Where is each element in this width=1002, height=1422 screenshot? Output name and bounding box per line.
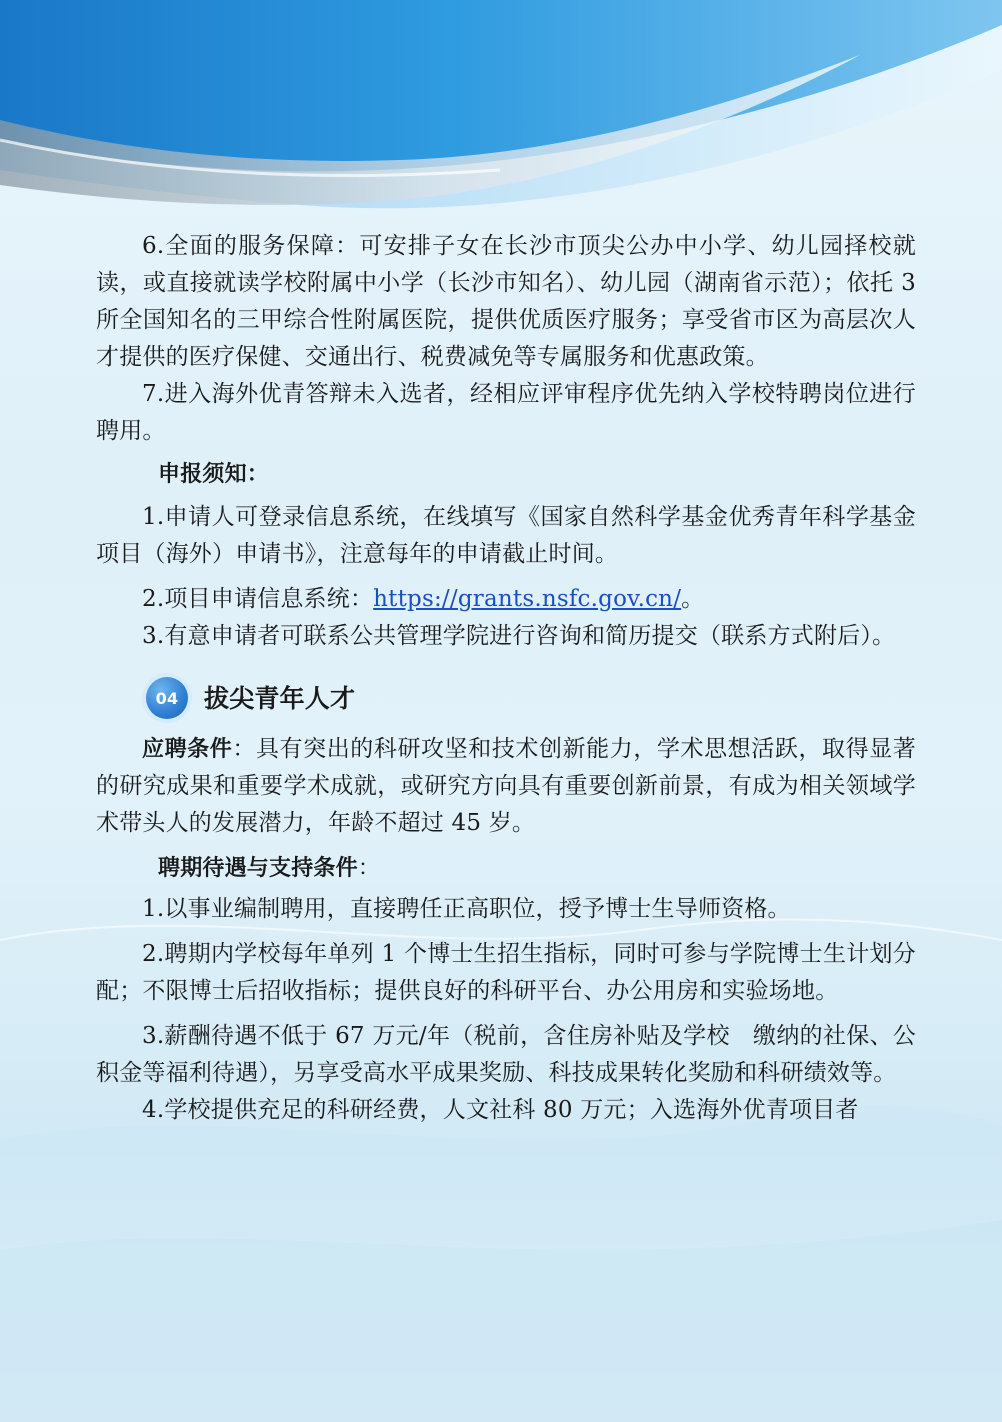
section-heading bbox=[146, 677, 916, 719]
intro-item-7: 7.进入海外优青答辩未入选者，经相应评审程序优先纳入学校特聘岗位进行聘用。 bbox=[96, 381, 916, 444]
benefit-item-4: 4.学校提供充足的科研经费，人文社科 80 万元；入选海外优青项目者 bbox=[142, 1097, 859, 1123]
notice-heading: 申报须知： bbox=[158, 462, 270, 487]
notice-item-1: 1.申请人可登录信息系统，在线填写《国家自然科学基金优秀青年科学基金项目（海外）申请书》，注意每年的申请截止时间。 bbox=[96, 504, 916, 567]
notice-item-2-suffix: 。 bbox=[681, 586, 705, 612]
section-number-badge: 04 bbox=[146, 677, 188, 719]
requirements-text: ：具有突出的科研攻坚和技术创新能力，学术思想活跃，取得显著的研究成果和重要学术成就，或研究方向具有重要创新前景，有成为相关领域学术带头人的发展潜力，年龄不超过 45 岁。 bbox=[96, 736, 916, 836]
benefits-heading-label: 聘期待遇与支持条件 bbox=[158, 856, 358, 881]
requirements-paragraph bbox=[96, 731, 916, 842]
benefit-item-2: 2.聘期内学校每年单列 1 个博士生招生指标，同时可参与学院博士生计划分配；不限博士后招收指标；提供良好的科研平台、办公用房和实验场地。 bbox=[96, 941, 916, 1004]
grants-system-link[interactable]: https://grants.nsfc.gov.cn/ bbox=[373, 586, 682, 612]
notice-item-2-prefix: 2.项目申请信息系统： bbox=[142, 586, 374, 612]
notice-item-3: 3.有意申请者可联系公共管理学院进行咨询和简历提交（联系方式附后）。 bbox=[142, 623, 896, 649]
document-body bbox=[96, 228, 916, 1129]
benefits-heading bbox=[96, 850, 916, 887]
benefit-item-3: 3.薪酬待遇不低于 67 万元/年（税前，含住房补贴及学校 缴纳的社保、公积金等福利待遇），另享受高水平成果奖励、科技成果转化奖励和科研绩效等。 bbox=[96, 1023, 916, 1086]
requirements-label: 应聘条件 bbox=[142, 737, 233, 762]
benefit-item-1: 1.以事业编制聘用，直接聘任正高职位，授予博士生导师资格。 bbox=[142, 896, 791, 922]
section-title: 拔尖青年人才 bbox=[204, 683, 356, 713]
intro-item-6: 6.全面的服务保障：可安排子女在长沙市顶尖公办中小学、幼儿园择校就读，或直接就读学校附属中小学（长沙市知名）、幼儿园（湖南省示范）；依托 3 所全国知名的三甲综合性附属医院，提供优质医疗服务；享受省市区为高层次人才提供的医疗保健、交通出行、税费减免等专属服务和优惠政策。 bbox=[96, 233, 916, 370]
benefits-heading-colon: ： bbox=[357, 856, 381, 881]
notice-item-2 bbox=[96, 581, 916, 618]
